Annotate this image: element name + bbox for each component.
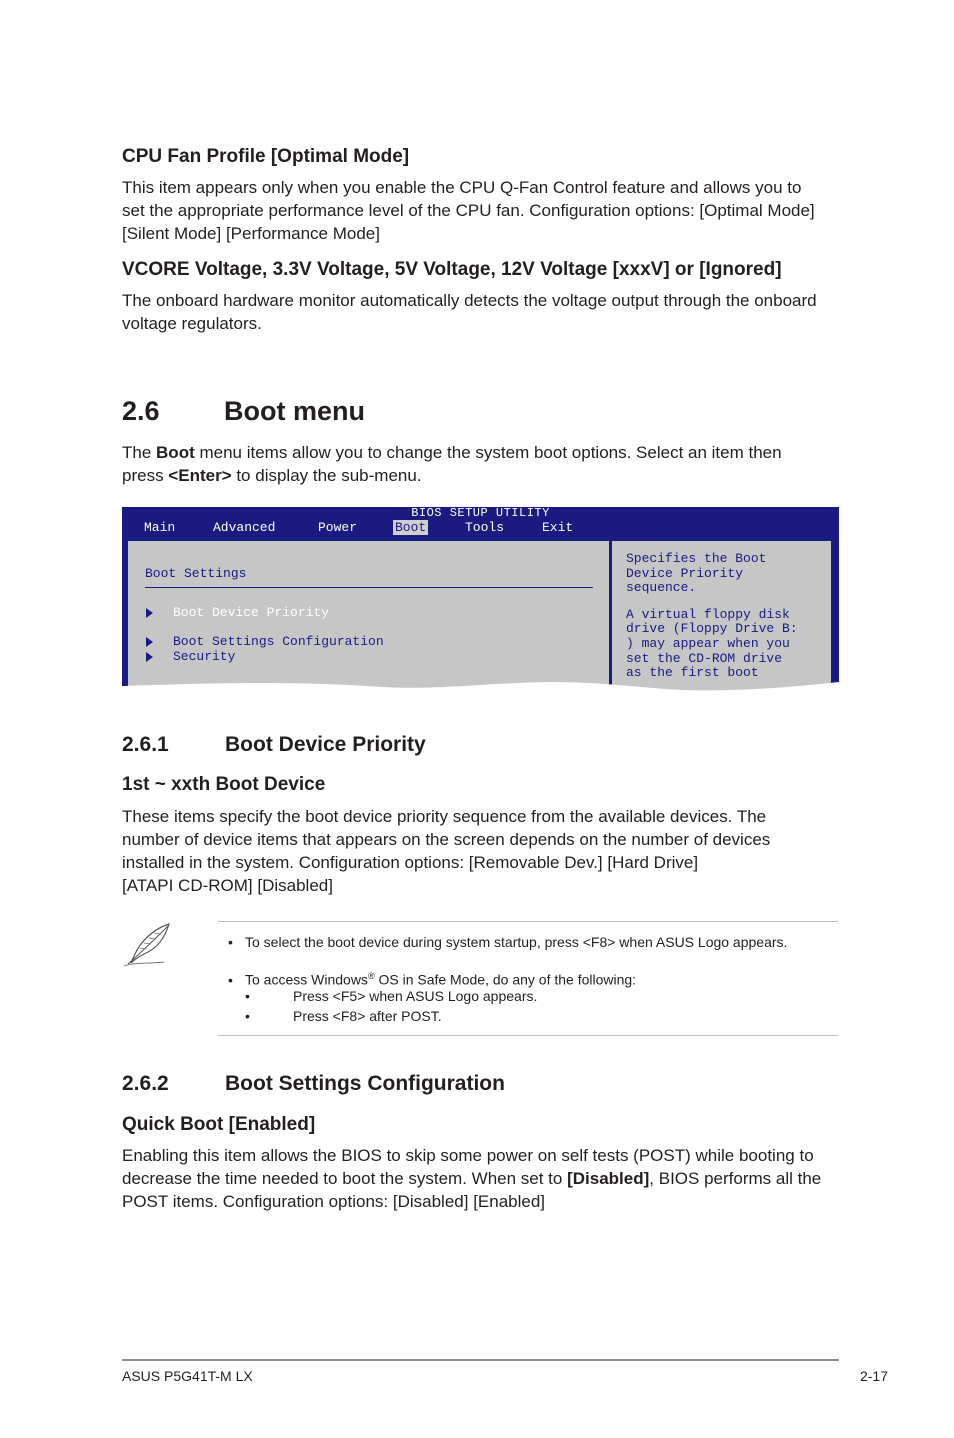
intro-text: The — [122, 443, 157, 462]
sub1-heading — [122, 733, 426, 757]
note-top-rule — [218, 921, 838, 922]
vcore-body — [122, 289, 817, 335]
section-number: 2.6 — [122, 396, 160, 426]
sub2-title: Boot Settings Configuration — [225, 1072, 505, 1095]
sub2-body — [122, 1144, 821, 1213]
footer-page-number: 2-17 — [859, 1368, 888, 1384]
torn-edge — [122, 682, 839, 706]
bios-item-boot-device-priority[interactable]: Boot Device Priority — [173, 605, 330, 620]
intro-text: menu items allow you to change the system boot options. Select an item then — [194, 443, 782, 462]
feather-pen-icon — [120, 922, 176, 968]
sub1-title: Boot Device Priority — [225, 733, 426, 756]
bios-menu-power[interactable]: Power — [318, 520, 358, 535]
sub1-body — [122, 805, 770, 897]
note-bullet-2 — [228, 968, 636, 989]
sub2-heading — [122, 1072, 505, 1096]
sub2-line: decrease the time needed to boot the system. When set to [Disabled], BIOS performs all the — [122, 1169, 822, 1188]
note-text: To access Windows — [245, 971, 368, 988]
bullet-dot: • — [245, 988, 250, 1004]
sub1-number: 2.6.1 — [122, 733, 169, 756]
sub2-bold: [Disabled] — [567, 1169, 650, 1188]
intro-text: press — [122, 466, 169, 485]
sub1-line: These items specify the boot device priority sequence from the available devices. The — [122, 807, 767, 826]
sub1-line: number of device items that appears on the screen depends on the number of devices — [122, 830, 771, 849]
bios-menu-tools[interactable]: Tools — [465, 520, 505, 535]
sub1-line: installed in the system. Configuration options: [Removable Dev.] [Hard Drive] — [122, 853, 699, 872]
cpu-fan-line: This item appears only when you enable the CPU Q-Fan Control feature and allows you to — [122, 178, 802, 197]
bullet-dot: • — [245, 1008, 250, 1024]
section-intro — [122, 441, 782, 487]
bios-title: BIOS SETUP UTILITY — [411, 507, 550, 520]
cpu-fan-line: set the appropriate performance level of the CPU fan. Configuration options: [Optimal Mode] — [122, 201, 815, 220]
vcore-line: voltage regulators. — [122, 314, 262, 333]
bullet-dot: • — [228, 971, 233, 988]
submenu-arrow-icon — [146, 637, 153, 647]
footer-rule — [122, 1359, 839, 1361]
sub1-item-heading: 1st ~ xxth Boot Device — [122, 774, 326, 795]
note-text: Press <F8> after POST. — [293, 1008, 442, 1024]
vcore-line: The onboard hardware monitor automatically detects the voltage output through the onboard — [122, 291, 817, 310]
sub2-line: Enabling this item allows the BIOS to skip some power on self tests (POST) while booting to — [122, 1146, 814, 1165]
intro-bold: <Enter> — [168, 466, 232, 485]
note-bullet-1 — [228, 934, 787, 951]
intro-bold: Boot — [156, 443, 195, 462]
cpu-fan-body — [122, 176, 815, 245]
sub1-line: [ATAPI CD-ROM] [Disabled] — [122, 876, 333, 895]
submenu-arrow-icon — [146, 608, 153, 618]
note-sub-bullet-2 — [245, 1008, 442, 1025]
note-sub-bullet-1 — [245, 988, 537, 1005]
sub2-line: POST items. Configuration options: [Disabled] [Enabled] — [122, 1192, 546, 1211]
bios-menu-boot[interactable]: Boot — [395, 520, 427, 535]
sub2-number: 2.6.2 — [122, 1072, 169, 1095]
section-heading — [122, 396, 365, 427]
registered-mark: ® — [367, 971, 375, 981]
bios-screenshot — [122, 507, 839, 706]
bios-item-boot-settings-config[interactable]: Boot Settings Configuration — [173, 634, 384, 649]
bios-help-panel — [612, 541, 831, 701]
submenu-arrow-icon — [146, 652, 153, 662]
footer-product: ASUS P5G41T-M LX — [122, 1368, 253, 1384]
bios-panel-heading: Boot Settings — [145, 566, 247, 581]
sub2-item-heading: Quick Boot [Enabled] — [122, 1114, 316, 1135]
bios-body — [122, 536, 839, 706]
bios-menu-advanced[interactable]: Advanced — [213, 520, 276, 535]
bios-item-security[interactable]: Security — [173, 649, 236, 664]
note-text: OS in Safe Mode, do any of the following: — [374, 971, 637, 988]
bios-menu-exit[interactable]: Exit — [542, 520, 574, 535]
bios-help-text: Specifies the Boot Device Priority sequence. A virtual floppy disk drive (Floppy Drive B: ) may appear when you set the CD-ROM drive as the first boot — [626, 551, 798, 681]
section-title: Boot menu — [224, 396, 365, 426]
note-bottom-rule — [218, 1035, 838, 1036]
bullet-dot: • — [228, 934, 233, 950]
note-text: Press <F5> when ASUS Logo appears. — [293, 988, 538, 1004]
cpu-fan-line: [Silent Mode] [Performance Mode] — [122, 224, 380, 243]
bios-main-panel — [128, 541, 611, 701]
vcore-heading: VCORE Voltage, 3.3V Voltage, 5V Voltage, 12V Voltage [xxxV] or [Ignored] — [122, 259, 782, 280]
cpu-fan-heading: CPU Fan Profile [Optimal Mode] — [122, 146, 410, 167]
bios-menu-main[interactable]: Main — [144, 520, 176, 535]
bios-separator — [145, 587, 593, 588]
intro-text: to display the sub-menu. — [231, 466, 422, 485]
note-text: To select the boot device during system startup, press <F8> when ASUS Logo appears. — [245, 934, 788, 950]
